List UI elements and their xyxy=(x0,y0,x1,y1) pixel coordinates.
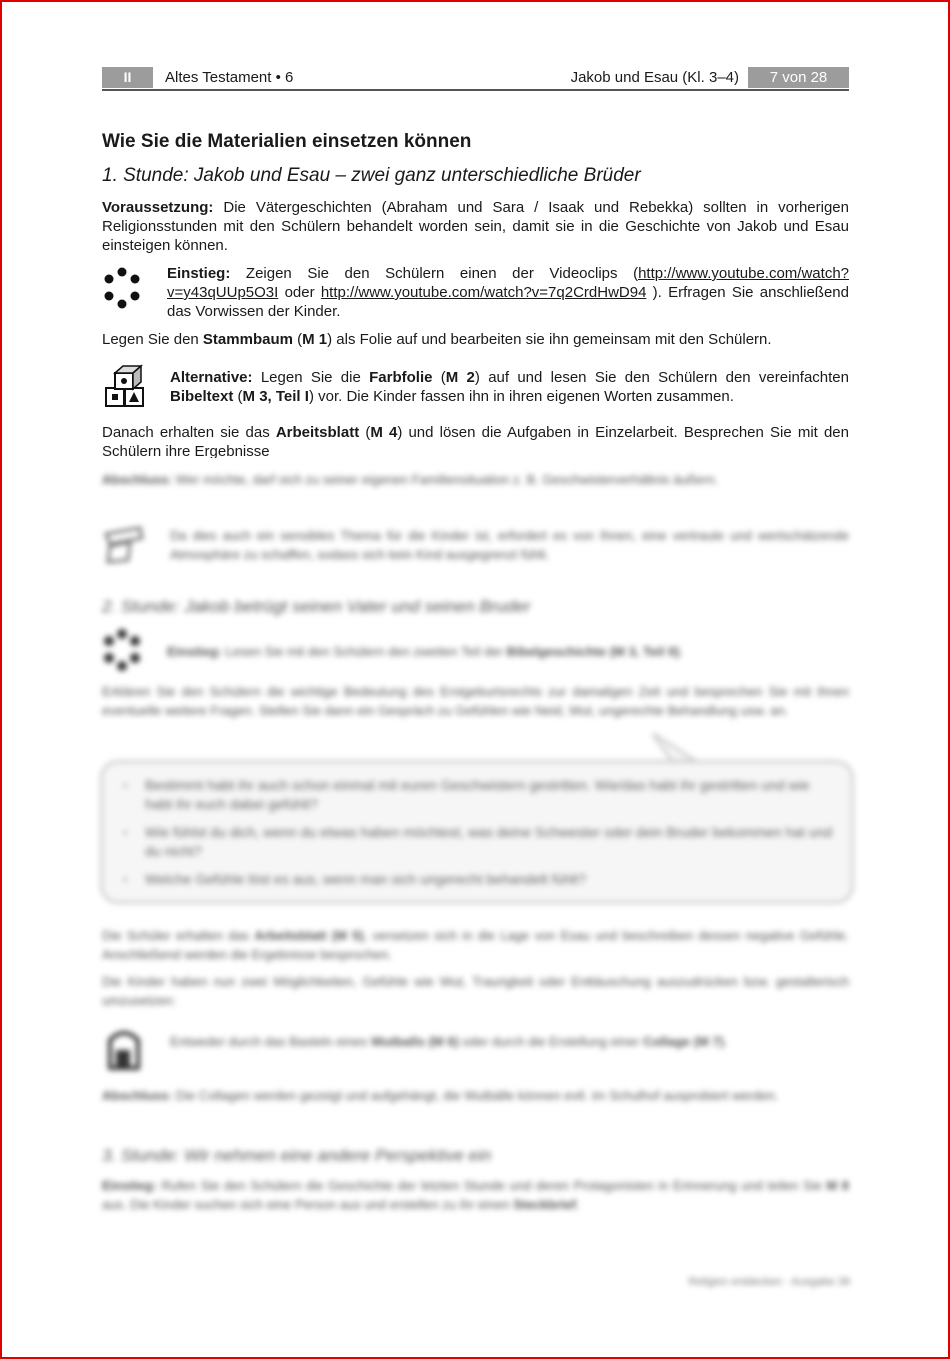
l2-einstieg-text: Lesen Sie mit den Schülern den zweiten Teil der xyxy=(221,644,507,659)
l2-einstieg-bold: Bibelgeschichte (M 3, Teil II) xyxy=(506,644,680,659)
alt-text-1: Legen Sie die xyxy=(252,369,370,386)
l2-einstieg-label: Einstieg: xyxy=(167,644,222,659)
l3-text2: aus. Die Kinder suchen sich eine Person aus und erstellen zu ihr einen xyxy=(102,1197,514,1212)
alternative-paragraph xyxy=(170,368,849,406)
l3-text: Rufen Sie den Schülern die Geschichte der letzten Stunde und deren Protagonisten in Erinnerung und teilen Sie xyxy=(156,1178,827,1193)
p5-post: . xyxy=(723,1034,728,1049)
stammbaum-ref: M 1 xyxy=(302,331,328,348)
lesson1-title: 1. Stunde: Jakob und Esau – zwei ganz unterschiedliche Brüder xyxy=(102,165,641,186)
l2-paragraph: Erklären Sie den Schülern die wichtige Bedeutung des Erstgeburtsrechts zur damaligen Zeit und besprechen Sie mit ihnen eventuelle weitere Fragen. Stellen Sie dann ein Gespräch zu Gefühlen wie Neid, Wut, ungerechte Behandlung usw. an. xyxy=(102,684,849,718)
einstieg-text: Zeigen Sie den Schülern einen der Videoclips ( xyxy=(230,265,639,282)
l3-bold: M 8 xyxy=(826,1178,849,1193)
alt-text-5: ) vor. Die Kinder fassen ihn in ihren eigenen Worten zusammen. xyxy=(308,388,734,405)
p3-bold: Arbeitsblatt (M 5) xyxy=(254,928,364,943)
abschluss2-text: Die Collagen werden gezeigt und aufgehängt, die Wutbälle können evtl. im Schulhof ausprobiert werden. xyxy=(172,1088,779,1103)
p5-pre: Entweder durch das Basteln eines xyxy=(170,1034,371,1049)
header-divider xyxy=(102,89,849,91)
prereq-text: Die Vätergeschichten (Abraham und Sara / Isaak und Rebekka) sollten in vorherigen Religionsstunden mit den Schülern behandelt worden sein, damit sie in die Geschichte von Jakob und Esau einsteigen können. xyxy=(102,199,849,254)
alt-text-3: ) auf und lesen Sie den Schülern den vereinfachten xyxy=(474,369,849,386)
bubble-item-3: • Welche Gefühle löst es aus, wenn man sich ungerecht behandelt fühlt? xyxy=(145,870,835,889)
bubble-item-2: • Wie fühlst du dich, wenn du etwas haben möchtest, was deine Schwester oder dein Bruder bekommen hat und du nicht? xyxy=(145,823,835,861)
p3-paragraph xyxy=(102,926,849,964)
stammbaum-label: Stammbaum xyxy=(202,331,293,348)
stammbaum-pre: Legen Sie den xyxy=(102,331,203,348)
l3-bold2: Steckbrief xyxy=(513,1197,577,1212)
abschluss2-paragraph xyxy=(102,1086,849,1105)
stammbaum-post: ) als Folie auf und bearbeiten sie ihn gemeinsam mit den Schülern. xyxy=(327,331,772,348)
alt-text-2: ( xyxy=(432,369,446,386)
alt-m3: M 3, Teil I xyxy=(242,388,309,405)
einstieg-label: Einstieg: xyxy=(167,265,231,282)
alt-m2: M 2 xyxy=(445,369,475,386)
p3-pre: Die Schüler erhalten das xyxy=(102,928,255,943)
lesson3-title: 3. Stunde: Wir nehmen eine andere Perspektive ein xyxy=(102,1146,492,1165)
p5-paragraph xyxy=(170,1032,849,1051)
video-link-2[interactable]: http://www.youtube.com/watch?v=7q2CrdHwD94 xyxy=(320,284,647,301)
page-title: Wie Sie die Materialien einsetzen können xyxy=(102,131,472,152)
p4-paragraph: Die Kinder haben nun zwei Möglichkeiten, Gefühle wie Wut, Traurigkeit oder Enttäuschung auszudrücken bzw. gestalterisch umzusetzen: xyxy=(102,974,849,1008)
einstieg-icon xyxy=(100,266,144,310)
topic-label: Jakob und Esau (Kl. 3–4) xyxy=(570,69,739,86)
arbeit-pre: Danach erhalten sie das xyxy=(102,424,276,441)
page-counter: 7 von 28 xyxy=(748,67,849,88)
l2-einstieg-end: . xyxy=(679,644,684,659)
abschluss-paragraph xyxy=(102,470,849,489)
arbeitsblatt-paragraph xyxy=(102,423,849,458)
alt-farbfolie: Farbfolie xyxy=(369,369,433,386)
arbeit-mid: ( xyxy=(359,424,371,441)
hint-paragraph: Da dies auch ein sensibles Thema für die Kinder ist, erfordert es von Ihnen, eine vertraute und wertschätzende Atmosphäre zu schaffen, sodass sich kein Kind ausgegrenzt fühlt. xyxy=(170,528,849,562)
abschluss2-label: Abschluss: xyxy=(102,1088,173,1103)
subject-label: Altes Testament • 6 xyxy=(165,69,294,86)
abschluss-label: Abschluss: xyxy=(102,472,173,487)
stammbaum-mid: ( xyxy=(292,331,303,348)
p5-bold2: Collage (M 7) xyxy=(643,1034,724,1049)
lesson2-title: 2. Stunde: Jakob betrügt seinen Vater und seinen Bruder xyxy=(102,597,531,616)
alternative-label: Alternative: xyxy=(170,369,253,386)
stammbaum-paragraph xyxy=(102,330,862,349)
p5-bold: Wutballs (M 6) xyxy=(370,1034,459,1049)
video-link-1[interactable]: http://www.youtube.com/watch?v=y43qUUp5O3I xyxy=(167,265,849,301)
bubble-item-1: • Bestimmt habt ihr auch schon einmal mit euren Geschwistern gestritten. Wie/das habt ihr gestritten und wie habt ihr euch dabei gefühlt? xyxy=(145,776,835,814)
blocks-icon xyxy=(103,364,149,412)
p5-mid: oder durch die Erstellung einer xyxy=(458,1034,644,1049)
einstieg-icon-2 xyxy=(100,628,144,672)
alt-bibeltext: Bibeltext xyxy=(170,388,234,405)
einstieg-or: oder xyxy=(278,284,321,301)
section-tab: II xyxy=(102,67,153,88)
l3-end: . xyxy=(576,1197,580,1212)
prereq-paragraph xyxy=(102,198,849,255)
einstieg-paragraph xyxy=(167,264,849,321)
craft-icon xyxy=(102,1024,148,1072)
alt-text-4: ( xyxy=(233,388,243,405)
l3-label: Einstieg: xyxy=(102,1178,157,1193)
arbeit-post: ) und lösen die Aufgaben in Einzelarbeit. Besprechen Sie mit den Schülern ihre Ergebnisse xyxy=(102,424,849,458)
l2-einstieg-paragraph xyxy=(167,642,849,661)
einstieg-text-end: ). Erfragen Sie anschließend das Vorwissen der Kinder. xyxy=(167,284,849,320)
abschluss-text: Wer möchte, darf sich zu seiner eigenen Familiensituation z. B. Geschwisterverhältnis äußern. xyxy=(172,472,719,487)
page-footer: Religion entdecken · Ausgabe 38 xyxy=(688,1276,850,1288)
arbeit-label: Arbeitsblatt xyxy=(275,424,360,441)
l3-paragraph xyxy=(102,1176,849,1214)
prereq-label: Voraussetzung: xyxy=(102,199,214,216)
arbeit-ref: M 4 xyxy=(370,424,398,441)
hint-icon xyxy=(100,524,150,564)
bubble-tail xyxy=(652,733,696,763)
p3-post: , versetzen sich in die Lage von Esau und beschreiben dessen negative Gefühle. Anschließend werden die Ergebnisse besprochen. xyxy=(102,928,850,962)
